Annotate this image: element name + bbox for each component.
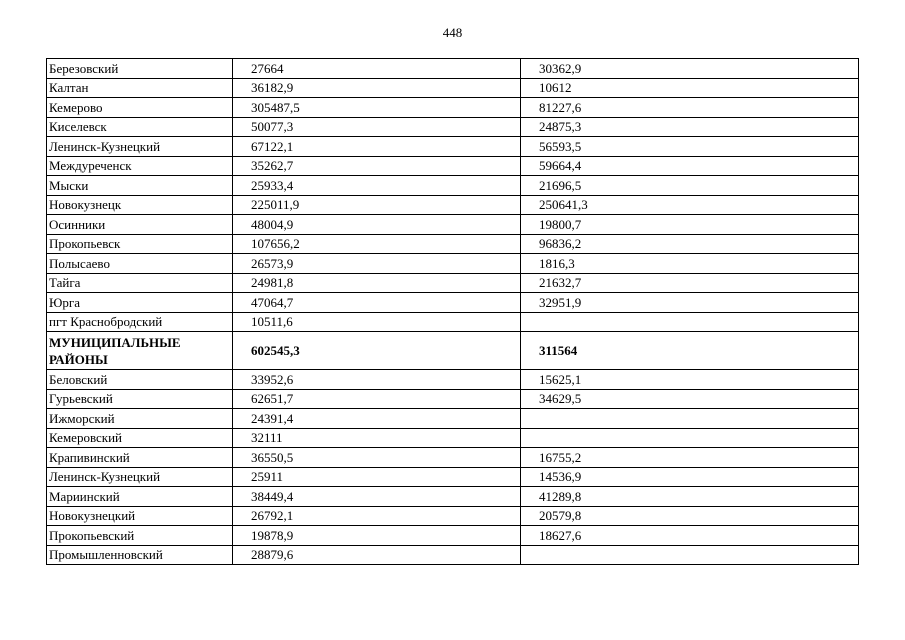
value-cell-col3: 21632,7 [521, 273, 859, 293]
value-cell-col2: 26792,1 [233, 506, 521, 526]
row-label-cell: Гурьевский [47, 389, 233, 409]
value-cell-col2: 33952,6 [233, 370, 521, 390]
value-cell-col3: 30362,9 [521, 59, 859, 79]
row-label-cell: Новокузнецкий [47, 506, 233, 526]
value-cell-col2: 26573,9 [233, 254, 521, 274]
value-cell-col3 [521, 409, 859, 429]
table-row [47, 176, 859, 196]
value-cell-col2: 36550,5 [233, 448, 521, 468]
value-cell-col3: 18627,6 [521, 526, 859, 546]
row-label-cell: Киселевск [47, 117, 233, 137]
value-cell-col3: 56593,5 [521, 137, 859, 157]
value-cell-col2: 62651,7 [233, 389, 521, 409]
row-label-cell: Кемеровский [47, 428, 233, 448]
value-cell-col3 [521, 545, 859, 565]
value-cell-col3: 34629,5 [521, 389, 859, 409]
table-row [47, 293, 859, 313]
row-label-cell: Ленинск-Кузнецкий [47, 467, 233, 487]
table-row [47, 234, 859, 254]
value-cell-col3: 19800,7 [521, 215, 859, 235]
value-cell-col3 [521, 428, 859, 448]
table-row [47, 156, 859, 176]
value-cell-col2: 602545,3 [233, 332, 521, 370]
value-cell-col2: 10511,6 [233, 312, 521, 332]
value-cell-col2: 107656,2 [233, 234, 521, 254]
table-row [47, 506, 859, 526]
row-label-cell: Юрга [47, 293, 233, 313]
table-row [47, 487, 859, 507]
value-cell-col3: 81227,6 [521, 98, 859, 118]
table-row [47, 137, 859, 157]
row-label-cell: Ленинск-Кузнецкий [47, 137, 233, 157]
value-cell-col2: 36182,9 [233, 78, 521, 98]
row-label-cell: Осинники [47, 215, 233, 235]
value-cell-col3: 96836,2 [521, 234, 859, 254]
budget-table [46, 58, 859, 565]
table-row [47, 98, 859, 118]
row-label-cell: Беловский [47, 370, 233, 390]
row-label-cell: Калтан [47, 78, 233, 98]
value-cell-col2: 19878,9 [233, 526, 521, 546]
row-label-cell: пгт Краснобродский [47, 312, 233, 332]
value-cell-col3: 24875,3 [521, 117, 859, 137]
value-cell-col3: 21696,5 [521, 176, 859, 196]
table-row [47, 215, 859, 235]
value-cell-col3: 41289,8 [521, 487, 859, 507]
table-row [47, 78, 859, 98]
value-cell-col2: 47064,7 [233, 293, 521, 313]
table-row [47, 526, 859, 546]
table-row [47, 117, 859, 137]
value-cell-col3: 10612 [521, 78, 859, 98]
value-cell-col2: 305487,5 [233, 98, 521, 118]
value-cell-col2: 35262,7 [233, 156, 521, 176]
row-label-cell: Березовский [47, 59, 233, 79]
value-cell-col2: 27664 [233, 59, 521, 79]
value-cell-col3: 16755,2 [521, 448, 859, 468]
value-cell-col3: 59664,4 [521, 156, 859, 176]
table-row [47, 254, 859, 274]
row-label-cell: Тайга [47, 273, 233, 293]
row-label-cell: Ижморский [47, 409, 233, 429]
row-label-cell: Мариинский [47, 487, 233, 507]
value-cell-col3: 14536,9 [521, 467, 859, 487]
table-row [47, 545, 859, 565]
table-row [47, 195, 859, 215]
row-label-cell: Крапивинский [47, 448, 233, 468]
row-label-cell: Междуреченск [47, 156, 233, 176]
value-cell-col3: 1816,3 [521, 254, 859, 274]
value-cell-col2: 25933,4 [233, 176, 521, 196]
value-cell-col3: 250641,3 [521, 195, 859, 215]
value-cell-col2: 24981,8 [233, 273, 521, 293]
value-cell-col2: 38449,4 [233, 487, 521, 507]
table-row [47, 59, 859, 79]
table-row [47, 389, 859, 409]
table-body [47, 59, 859, 565]
row-label-cell: Промышленновский [47, 545, 233, 565]
value-cell-col3 [521, 312, 859, 332]
table-row [47, 409, 859, 429]
row-label-cell: МУНИЦИПАЛЬНЫЕ РАЙОНЫ [47, 332, 233, 370]
value-cell-col2: 25911 [233, 467, 521, 487]
value-cell-col2: 225011,9 [233, 195, 521, 215]
table-row [47, 312, 859, 332]
value-cell-col2: 24391,4 [233, 409, 521, 429]
table-row [47, 370, 859, 390]
value-cell-col2: 67122,1 [233, 137, 521, 157]
value-cell-col3: 32951,9 [521, 293, 859, 313]
value-cell-col3: 15625,1 [521, 370, 859, 390]
row-label-cell: Прокопьевск [47, 234, 233, 254]
value-cell-col2: 28879,6 [233, 545, 521, 565]
section-row [47, 332, 859, 370]
value-cell-col2: 50077,3 [233, 117, 521, 137]
row-label-cell: Мыски [47, 176, 233, 196]
value-cell-col3: 311564 [521, 332, 859, 370]
table-row [47, 428, 859, 448]
row-label-cell: Новокузнецк [47, 195, 233, 215]
page-number: 448 [442, 25, 463, 40]
value-cell-col3: 20579,8 [521, 506, 859, 526]
table-row [47, 467, 859, 487]
table-row [47, 273, 859, 293]
row-label-cell: Прокопьевский [47, 526, 233, 546]
value-cell-col2: 32111 [233, 428, 521, 448]
value-cell-col2: 48004,9 [233, 215, 521, 235]
table-row [47, 448, 859, 468]
row-label-cell: Кемерово [47, 98, 233, 118]
row-label-cell: Полысаево [47, 254, 233, 274]
